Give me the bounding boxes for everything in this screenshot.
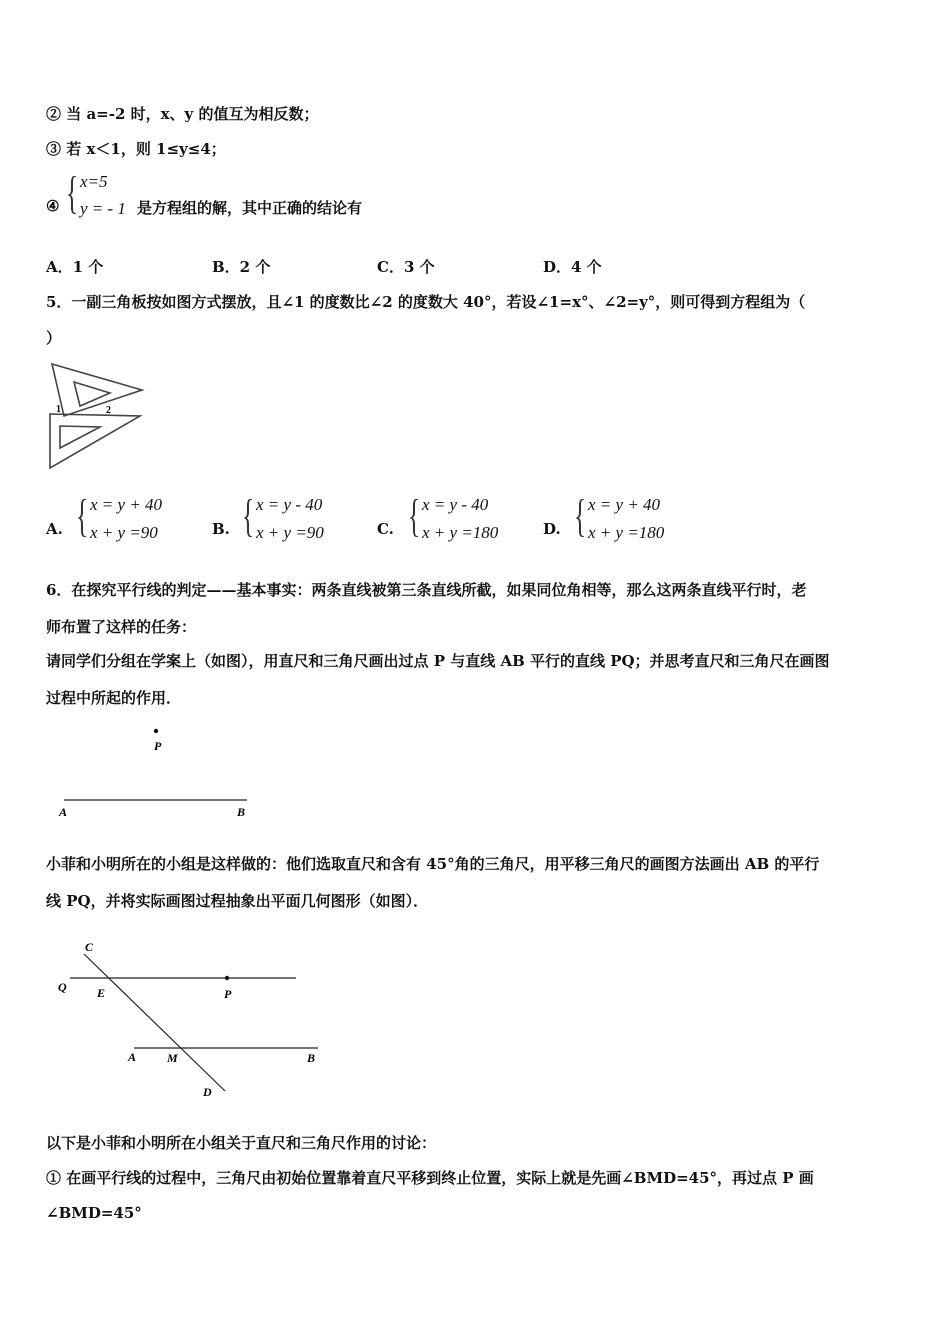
q5-stem: 5．一副三角板按如图方式摆放，且∠1 的度数比∠2 的度数大 40°，若设∠1=x°、∠2=y°，则可得到方程组为（ xyxy=(46,293,806,311)
q4-statement-3: ③ 若 x＜1，则 1≤y≤4； xyxy=(46,140,226,158)
q6-method-line-2: 线 PQ，并将实际画图过程抽象出平面几何图形（如图）． xyxy=(46,892,429,910)
lower-set-square xyxy=(50,414,140,468)
q6-figure-2 xyxy=(50,935,330,1100)
point-p xyxy=(225,976,229,980)
brace-icon: { xyxy=(76,490,89,541)
label-c: C xyxy=(85,940,94,954)
q5-option-d-letter: D. xyxy=(543,520,561,538)
q5-b-eq2: x + y =90 xyxy=(256,523,324,542)
q5-b-eq1: x = y - 40 xyxy=(256,495,323,514)
brace-icon: { xyxy=(66,167,79,218)
brace-icon: { xyxy=(242,490,255,541)
q4-statement-2: ② 当 a=-2 时，x、y 的值互为相反数； xyxy=(46,105,319,123)
q5-option-c-system xyxy=(408,490,518,549)
q5-option-b-letter: B. xyxy=(212,520,230,538)
q5-option-a-letter: A. xyxy=(46,520,63,538)
q4-option-a: A．1 个 xyxy=(46,258,104,276)
q5-d-eq2: x + y =180 xyxy=(588,523,665,542)
q4-statement-4-marker: ④ xyxy=(46,197,60,215)
label-p: P xyxy=(154,739,162,753)
q5-option-b-system xyxy=(242,490,352,549)
q4-option-b: B．2 个 xyxy=(212,258,271,276)
q5-stem-close: ） xyxy=(46,329,62,347)
q4-eq-y: y = - 1 xyxy=(80,199,126,218)
label-m: M xyxy=(167,1051,178,1065)
lower-set-square-hole xyxy=(60,426,100,448)
q5-option-a-system xyxy=(76,490,186,549)
label-a: A xyxy=(59,805,68,819)
q6-figure-1 xyxy=(50,722,260,822)
q6-stem-line-3: 请同学们分组在学案上（如图），用直尺和三角尺画出过点 P 与直线 AB 平行的直线 PQ；并思考直尺和三角尺在画图 xyxy=(46,652,830,670)
brace-icon: { xyxy=(574,490,587,541)
q6-discussion-item-1-cont: ∠BMD=45° xyxy=(46,1204,142,1222)
q6-method-line-1: 小菲和小明所在的小组是这样做的：他们选取直尺和含有 45°角的三角尺，用平移三角尺的画图方法画出 AB 的平行 xyxy=(46,855,820,873)
label-p: P xyxy=(224,987,232,1001)
brace-icon: { xyxy=(408,490,421,541)
q5-a-eq1: x = y + 40 xyxy=(90,495,163,514)
q5-d-eq1: x = y + 40 xyxy=(588,495,661,514)
q6-stem-line-2: 师布置了这样的任务： xyxy=(46,618,197,636)
label-q: Q xyxy=(58,980,67,994)
label-a: A xyxy=(128,1050,137,1064)
label-d: D xyxy=(203,1085,212,1099)
q5-option-d-system xyxy=(574,490,684,549)
upper-set-square xyxy=(52,364,142,416)
q4-statement-4-text: 是方程组的解，其中正确的结论有 xyxy=(137,199,363,217)
q6-discussion-intro: 以下是小菲和小明所在小组关于直尺和三角尺作用的讨论： xyxy=(46,1134,437,1152)
q4-equation-system xyxy=(66,167,136,222)
q5-set-squares-figure xyxy=(44,360,148,474)
q4-option-c: C．3 个 xyxy=(377,258,435,276)
q5-c-eq1: x = y - 40 xyxy=(422,495,489,514)
q4-option-d: D．4 个 xyxy=(543,258,602,276)
q6-stem-line-1: 6．在探究平行线的判定——基本事实：两条直线被第三条直线所截，如果同位角相等，那么这两条直线平行时，老 xyxy=(46,581,807,599)
q5-c-eq2: x + y =180 xyxy=(422,523,499,542)
q4-eq-x: x=5 xyxy=(80,172,108,191)
label-b: B xyxy=(307,1051,316,1065)
q5-a-eq2: x + y =90 xyxy=(90,523,158,542)
angle-2-label: 2 xyxy=(106,405,111,416)
label-b: B xyxy=(237,805,246,819)
point-p xyxy=(154,729,158,733)
q5-option-c-letter: C. xyxy=(377,520,394,538)
line-cd xyxy=(84,954,225,1091)
angle-1-label: 1 xyxy=(56,404,61,415)
label-e: E xyxy=(97,986,106,1000)
q6-stem-line-4: 过程中所起的作用． xyxy=(46,689,182,707)
q6-discussion-item-1: ① 在画平行线的过程中，三角尺由初始位置靠着直尺平移到终止位置，实际上就是先画∠BMD=45°，再过点 P 画 xyxy=(46,1169,814,1187)
